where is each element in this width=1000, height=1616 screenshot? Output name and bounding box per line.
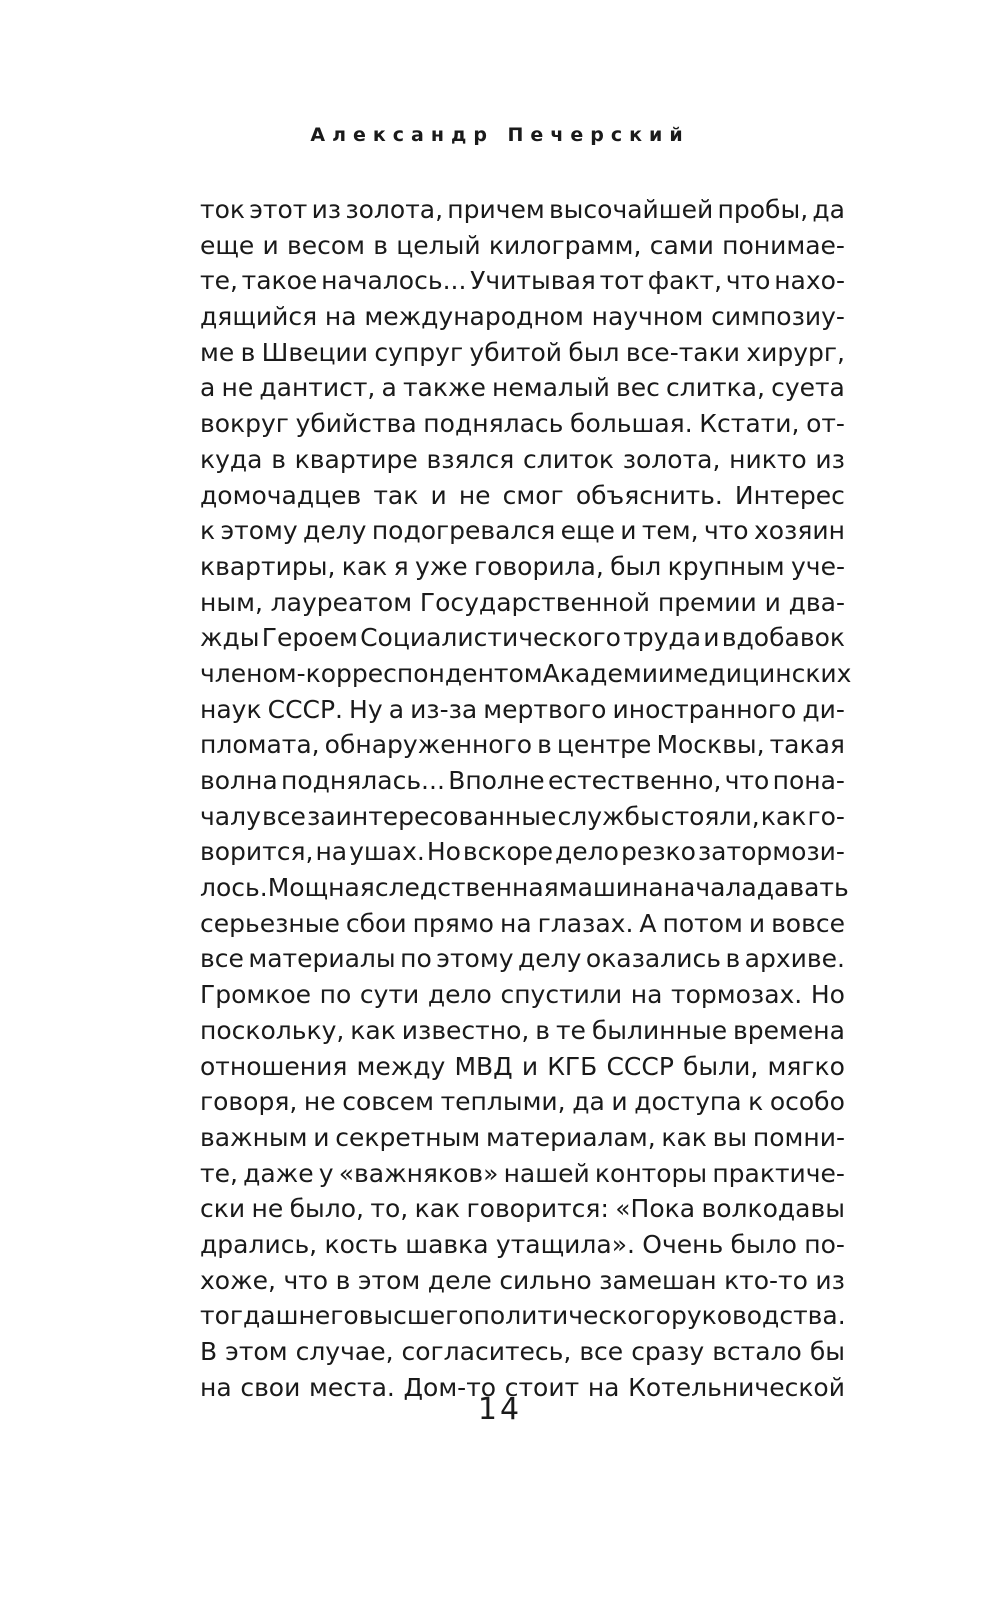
- text-line: жды Героем Социалистического труда и вдобавок: [200, 623, 845, 653]
- text-line: а не дантист, а также немалый вес слитка, суета: [200, 373, 845, 403]
- text-line: те, такое началось... Учитывая тот факт, что нахо-: [200, 266, 845, 296]
- text-line: дящийся на международном научном симпозиу-: [200, 302, 845, 332]
- text-line: дрались, кость шавка утащила». Очень было по-: [200, 1229, 845, 1259]
- text-line: еще и весом в целый килограмм, сами понимае-: [200, 230, 845, 260]
- text-line: домочадцев так и не смог объяснить. Интерес: [200, 480, 845, 510]
- text-line: Громкое по сути дело спустили на тормозах. Но: [200, 980, 845, 1010]
- text-line: вокруг убийства поднялась большая. Кстати, от-: [200, 409, 845, 439]
- text-line: пломата, обнаруженного в центре Москвы, такая: [200, 730, 845, 760]
- running-head-author: Александр Печерский: [310, 124, 690, 146]
- text-line: хоже, что в этом деле сильно замешан кто-то из: [200, 1265, 845, 1295]
- text-line: ворится, на ушах. Но вскоре дело резко затормози-: [200, 837, 845, 867]
- text-line: важным и секретным материалам, как вы помни-: [200, 1122, 845, 1152]
- text-line: лось. Мощная следственная машина начала давать: [200, 873, 849, 903]
- text-line: к этому делу подогревался еще и тем, что хозяин: [200, 516, 845, 546]
- text-line: ме в Швеции супруг убитой был все-таки хирург,: [200, 337, 845, 367]
- text-line: членом-корреспондентом Академии медицинских: [200, 658, 852, 688]
- text-line: ным, лауреатом Государственной премии и два-: [200, 587, 845, 617]
- text-line: ски не было, то, как говорится: «Пока волкодавы: [200, 1194, 845, 1224]
- text-line: отношения между МВД и КГБ СССР были, мягко: [200, 1051, 845, 1081]
- text-line: тогдашнего высшего политического руководства.: [200, 1301, 846, 1331]
- text-line: серьезные сбои прямо на глазах. А потом и вовсе: [200, 908, 845, 938]
- page-number: 14: [477, 1392, 523, 1427]
- text-line: куда в квартире взялся слиток золота, никто из: [200, 444, 845, 474]
- text-line: квартиры, как я уже говорила, был крупным уче-: [200, 551, 845, 581]
- text-line: волна поднялась... Вполне естественно, что пона-: [200, 766, 845, 795]
- text-line: поскольку, как известно, в те былинные времена: [200, 1015, 845, 1045]
- text-line: все материалы по этому делу оказались в архиве.: [200, 944, 845, 974]
- text-line: чалу все заинтересованные службы стояли, как го-: [200, 801, 845, 831]
- text-line: говоря, не совсем теплыми, да и доступа к особо: [200, 1087, 845, 1117]
- body-text: [200, 192, 852, 1405]
- text-line: наук СССР. Ну а из-за мертвого иностранного ди-: [200, 694, 845, 724]
- text-line: В этом случае, согласитесь, все сразу встало бы: [200, 1337, 845, 1366]
- text-line: на свои места. Дом-то стоит на Котельнической: [200, 1372, 845, 1402]
- text-line: те, даже у «важняков» нашей конторы практиче-: [200, 1158, 845, 1188]
- text-line: ток этот из золота, причем высочайшей пробы, да: [200, 195, 845, 224]
